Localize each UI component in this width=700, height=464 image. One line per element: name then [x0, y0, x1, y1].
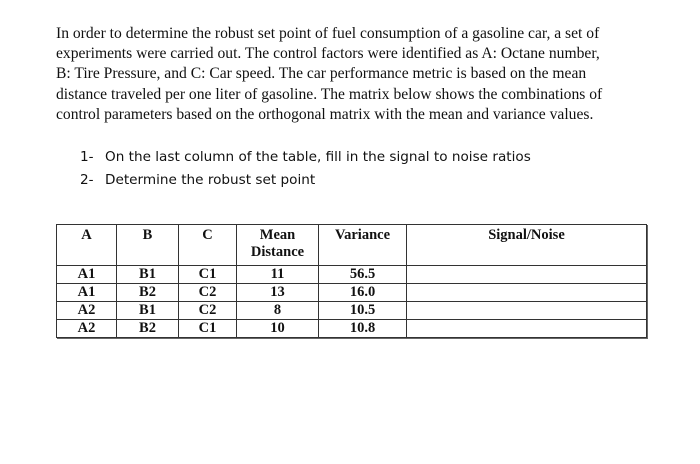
cell-b: B2 [117, 284, 179, 302]
task-number: 1- [80, 149, 94, 165]
experiment-table [56, 224, 647, 338]
paragraph-line: control parameters based on the orthogonal matrix with the mean and variance values. [56, 105, 594, 123]
task-number: 2- [80, 172, 94, 188]
cell-signal-noise[interactable] [407, 320, 647, 338]
cell-c: C2 [179, 302, 237, 320]
header-mean-line1: Mean [259, 227, 296, 243]
task-item [80, 146, 531, 169]
cell-b: B1 [117, 302, 179, 320]
task-text: Determine the robust set point [105, 172, 316, 188]
cell-a: A1 [57, 266, 117, 284]
paragraph-line: distance traveled per one liter of gasoline. The matrix below shows the combinations of [56, 85, 603, 103]
cell-variance: 10.5 [319, 302, 407, 320]
header-mean-line2: Distance [250, 244, 305, 260]
paragraph-line: In order to determine the robust set point of fuel consumption of a gasoline car, a set of [56, 25, 600, 42]
table-header-row [57, 225, 647, 266]
header-a: A [57, 225, 117, 266]
cell-mean: 10 [237, 320, 319, 338]
table-row [57, 302, 647, 320]
table-row [57, 266, 647, 284]
task-list [80, 146, 531, 192]
task-item [80, 169, 531, 192]
table-row [57, 284, 647, 302]
cell-a: A2 [57, 302, 117, 320]
cell-signal-noise[interactable] [407, 302, 647, 320]
cell-variance: 16.0 [319, 284, 407, 302]
cell-b: B1 [117, 266, 179, 284]
header-variance: Variance [319, 225, 407, 266]
table-row [57, 320, 647, 338]
header-mean-distance [237, 225, 319, 266]
cell-c: C1 [179, 266, 237, 284]
paragraph-line: B: Tire Pressure, and C: Car speed. The car performance metric is based on the mean [56, 65, 587, 83]
cell-mean: 8 [237, 302, 319, 320]
cell-mean: 13 [237, 284, 319, 302]
cell-variance: 10.8 [319, 320, 407, 338]
cell-c: C2 [179, 284, 237, 302]
header-b: B [117, 225, 179, 266]
cell-variance: 56.5 [319, 266, 407, 284]
cell-c: C1 [179, 320, 237, 338]
paragraph-line: experiments were carried out. The control factors were identified as A: Octane number, [56, 45, 600, 63]
cell-signal-noise[interactable] [407, 284, 647, 302]
cell-signal-noise[interactable] [407, 266, 647, 284]
cell-b: B2 [117, 320, 179, 338]
header-signal-noise: Signal/Noise [407, 225, 647, 266]
problem-paragraph [56, 24, 656, 125]
cell-a: A2 [57, 320, 117, 338]
cell-mean: 11 [237, 266, 319, 284]
header-c: C [179, 225, 237, 266]
cell-a: A1 [57, 284, 117, 302]
task-text: On the last column of the table, fill in the signal to noise ratios [105, 149, 531, 165]
